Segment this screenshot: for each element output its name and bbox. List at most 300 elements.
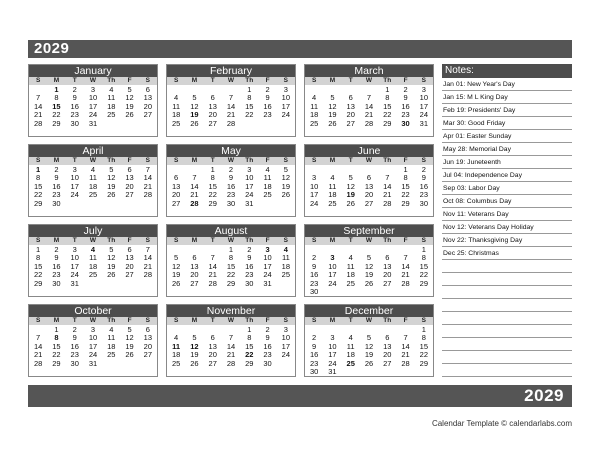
day-cell: 13 — [171, 181, 181, 191]
day-cell: 5 — [192, 93, 197, 103]
day-cell: 28 — [364, 118, 374, 128]
weekday-label: M — [329, 77, 336, 84]
weekday-label: S — [35, 77, 41, 84]
day-cell: 11 — [172, 101, 181, 111]
day-cell: 30 — [263, 358, 272, 368]
day-cell: 4 — [312, 93, 317, 103]
weekday-label: S — [145, 77, 151, 84]
day-cell: 7 — [210, 253, 215, 263]
day-grid — [167, 166, 295, 208]
day-cell: 21 — [226, 110, 236, 120]
day-cell: 6 — [385, 333, 390, 343]
day-cell: 19 — [125, 101, 134, 111]
day-cell: 12 — [281, 173, 291, 183]
weekday-label: F — [127, 157, 132, 164]
day-cell: 27 — [208, 118, 217, 128]
day-cell: 16 — [52, 181, 61, 191]
day-cell: 20 — [171, 190, 181, 200]
month-april — [28, 144, 158, 217]
day-cell: 28 — [190, 198, 199, 208]
day-cell: 29 — [419, 278, 429, 288]
day-cell: 26 — [190, 118, 199, 128]
weekday-label: Th — [107, 237, 116, 244]
day-cell: 25 — [88, 270, 98, 280]
weekday-label: F — [265, 237, 270, 244]
day-cell: 18 — [171, 110, 181, 120]
day-cell: 25 — [107, 350, 116, 360]
day-cell: 20 — [364, 190, 374, 200]
day-cell: 10 — [309, 181, 319, 191]
weekday-header — [29, 317, 157, 325]
day-cell: 9 — [72, 93, 77, 103]
day-cell: 17 — [70, 181, 79, 191]
day-cell: 30 — [419, 198, 429, 208]
weekday-label: Th — [107, 157, 116, 164]
weekday-label: S — [145, 157, 151, 164]
weekday-header — [305, 77, 433, 85]
day-cell: 28 — [33, 358, 43, 368]
day-cell: 28 — [33, 118, 43, 128]
day-cell: 2 — [54, 165, 59, 174]
day-cell: 16 — [309, 350, 319, 360]
day-cell: 3 — [330, 253, 335, 263]
day-cell: 8 — [36, 173, 41, 183]
day-cell: 21 — [383, 190, 392, 200]
weekday-label: S — [283, 237, 289, 244]
day-cell: 3 — [265, 245, 270, 254]
weekday-label: W — [365, 317, 373, 324]
weekday-label: W — [89, 237, 97, 244]
day-cell: 4 — [174, 93, 179, 103]
weekday-label: M — [53, 317, 60, 324]
day-cell: 10 — [419, 93, 429, 103]
day-cell: 9 — [247, 253, 252, 263]
weekday-label: S — [311, 157, 317, 164]
day-cell: 9 — [228, 173, 234, 183]
day-cell: 8 — [385, 93, 390, 103]
day-cell: 5 — [283, 165, 288, 174]
day-cell: 29 — [245, 358, 254, 368]
day-cell: 15 — [419, 261, 429, 271]
day-cell: 3 — [247, 165, 252, 174]
month-january — [28, 64, 158, 137]
day-cell: 6 — [174, 173, 179, 183]
note-row: Jan 15: M L King Day — [442, 91, 572, 104]
note-row: Sep 03: Labor Day — [442, 182, 572, 195]
weekday-label: S — [283, 77, 289, 84]
day-cell: 11 — [172, 341, 181, 351]
day-cell: 7 — [36, 93, 41, 103]
day-cell: 13 — [125, 173, 134, 183]
day-cell: 20 — [208, 350, 217, 360]
day-cell: 8 — [228, 253, 234, 263]
day-cell: 26 — [107, 270, 116, 280]
day-cell: 5 — [366, 333, 372, 343]
day-cell: 29 — [383, 118, 392, 128]
weekday-label: M — [53, 77, 60, 84]
day-cell: 16 — [419, 181, 429, 191]
day-cell: 20 — [383, 350, 392, 360]
day-cell: 28 — [208, 278, 217, 288]
weekday-label: T — [72, 317, 77, 324]
day-cell: 12 — [171, 261, 181, 271]
day-cell: 4 — [109, 325, 114, 334]
day-cell: 22 — [52, 350, 61, 360]
day-cell: 9 — [72, 333, 77, 343]
day-cell: 27 — [346, 118, 355, 128]
note-row — [442, 325, 572, 338]
day-cell: 8 — [421, 333, 426, 343]
weekday-label: Th — [383, 317, 392, 324]
weekday-label: M — [329, 317, 336, 324]
day-cell: 3 — [72, 165, 77, 174]
weekday-label: S — [173, 237, 179, 244]
weekday-label: T — [72, 77, 77, 84]
day-cell: 21 — [190, 190, 199, 200]
day-cell: 21 — [208, 270, 217, 280]
day-cell: 14 — [364, 101, 374, 111]
day-cell: 5 — [330, 93, 335, 103]
day-cell: 4 — [265, 165, 270, 174]
weekday-label: S — [35, 317, 41, 324]
weekday-label: S — [421, 157, 427, 164]
day-cell: 15 — [245, 101, 254, 111]
day-cell: 4 — [109, 85, 114, 94]
day-cell: 2 — [312, 333, 317, 343]
day-cell: 10 — [328, 341, 337, 351]
day-cell: 29 — [52, 118, 61, 128]
day-grid — [305, 166, 433, 208]
day-cell: 17 — [328, 350, 337, 360]
day-cell: 25 — [263, 190, 272, 200]
day-cell: 2 — [228, 165, 234, 174]
day-cell: 5 — [174, 253, 179, 263]
day-cell: 12 — [107, 173, 116, 183]
weekday-label: T — [72, 237, 77, 244]
day-cell: 14 — [143, 253, 153, 263]
weekday-header — [167, 317, 295, 325]
day-cell: 22 — [245, 110, 254, 120]
day-cell: 26 — [328, 118, 337, 128]
day-cell: 15 — [208, 181, 217, 191]
day-cell: 27 — [143, 350, 153, 360]
day-cell: 16 — [263, 341, 272, 351]
day-cell: 31 — [245, 198, 254, 208]
day-cell: 30 — [70, 358, 79, 368]
day-cell: 28 — [383, 198, 392, 208]
day-cell: 21 — [143, 181, 153, 191]
weekday-label: F — [265, 157, 270, 164]
day-cell: 26 — [107, 190, 116, 200]
day-cell: 7 — [145, 245, 150, 254]
day-cell: 12 — [190, 101, 199, 111]
day-cell: 27 — [364, 198, 374, 208]
weekday-label: T — [210, 237, 215, 244]
weekday-label: F — [403, 77, 408, 84]
day-cell: 25 — [171, 358, 181, 368]
month-title: December — [305, 305, 433, 317]
day-cell: 7 — [192, 173, 197, 183]
note-row: Nov 22: Thanksgiving Day — [442, 234, 572, 247]
weekday-label: S — [173, 77, 179, 84]
weekday-label: Th — [245, 77, 254, 84]
day-cell: 16 — [309, 270, 319, 280]
day-cell: 25 — [107, 110, 116, 120]
day-cell: 4 — [90, 165, 96, 174]
day-cell: 8 — [54, 333, 59, 343]
day-cell: 14 — [190, 181, 199, 191]
day-cell: 13 — [383, 261, 392, 271]
day-cell: 22 — [383, 110, 392, 120]
month-july — [28, 224, 158, 297]
day-cell: 25 — [346, 278, 355, 288]
month-november — [166, 304, 296, 377]
day-cell: 30 — [245, 278, 254, 288]
day-cell: 17 — [245, 181, 254, 191]
day-cell: 16 — [263, 101, 272, 111]
month-title: June — [305, 145, 433, 157]
day-cell: 8 — [54, 93, 59, 103]
day-cell: 19 — [171, 270, 181, 280]
day-grid — [305, 246, 433, 296]
day-cell: 16 — [226, 181, 236, 191]
month-september — [304, 224, 434, 297]
credit-text: Calendar Template © calendarlabs.com — [431, 419, 572, 428]
weekday-label: F — [403, 157, 408, 164]
day-cell: 14 — [208, 261, 217, 271]
day-cell: 18 — [107, 101, 116, 111]
day-cell: 27 — [125, 270, 134, 280]
day-cell: 26 — [364, 358, 374, 368]
day-cell: 6 — [127, 245, 132, 254]
day-cell: 19 — [190, 110, 199, 120]
day-cell: 6 — [385, 253, 390, 263]
day-cell: 11 — [281, 253, 290, 263]
day-cell: 24 — [328, 358, 337, 368]
day-cell: 28 — [226, 118, 236, 128]
day-cell: 21 — [364, 110, 374, 120]
weekday-label: F — [127, 77, 132, 84]
day-cell: 10 — [328, 261, 337, 271]
day-cell: 6 — [192, 253, 197, 263]
day-cell: 22 — [401, 190, 410, 200]
note-row — [442, 299, 572, 312]
day-cell: 18 — [309, 110, 319, 120]
day-cell: 19 — [107, 261, 116, 271]
day-cell: 11 — [89, 173, 97, 183]
day-cell: 25 — [309, 118, 319, 128]
day-cell: 28 — [143, 270, 153, 280]
weekday-label: S — [311, 237, 317, 244]
month-title: April — [29, 145, 157, 157]
weekday-label: Th — [107, 317, 116, 324]
weekday-header — [305, 157, 433, 165]
weekday-label: T — [72, 157, 77, 164]
day-cell: 15 — [401, 181, 410, 191]
weekday-label: M — [191, 237, 198, 244]
day-grid — [29, 166, 157, 208]
day-cell: 12 — [125, 333, 134, 343]
weekday-label: T — [348, 237, 353, 244]
day-cell: 19 — [281, 181, 291, 191]
day-cell: 1 — [247, 325, 252, 334]
weekday-label: W — [227, 237, 235, 244]
day-cell: 4 — [283, 245, 288, 254]
day-cell: 8 — [403, 173, 408, 183]
day-cell: 17 — [70, 261, 79, 271]
weekday-label: S — [173, 157, 179, 164]
day-cell: 1 — [36, 245, 41, 254]
day-cell: 10 — [281, 93, 291, 103]
weekday-label: T — [210, 157, 215, 164]
weekday-label: W — [227, 77, 235, 84]
weekday-label: M — [53, 157, 60, 164]
day-cell: 22 — [419, 350, 429, 360]
day-cell: 5 — [127, 85, 132, 94]
weekday-label: S — [35, 237, 41, 244]
day-cell: 2 — [265, 85, 270, 94]
day-cell: 19 — [364, 270, 374, 280]
day-cell: 31 — [328, 366, 337, 376]
month-title: March — [305, 65, 433, 77]
day-cell: 22 — [33, 190, 43, 200]
day-cell: 12 — [364, 261, 374, 271]
note-row — [442, 312, 572, 325]
weekday-label: S — [145, 237, 151, 244]
day-cell: 24 — [281, 110, 291, 120]
day-cell: 15 — [52, 341, 61, 351]
day-cell: 4 — [330, 173, 335, 183]
day-cell: 23 — [226, 190, 236, 200]
day-cell: 13 — [125, 253, 134, 263]
month-title: September — [305, 225, 433, 237]
day-cell: 29 — [401, 198, 410, 208]
day-cell: 1 — [228, 245, 234, 254]
weekday-label: T — [348, 317, 353, 324]
year-footer-bar — [28, 385, 572, 407]
day-cell: 3 — [72, 245, 77, 254]
day-cell: 7 — [36, 333, 41, 343]
weekday-label: W — [365, 237, 373, 244]
weekday-label: M — [191, 317, 198, 324]
day-cell: 22 — [226, 270, 236, 280]
day-cell: 13 — [143, 93, 153, 103]
month-title: May — [167, 145, 295, 157]
weekday-label: T — [210, 317, 215, 324]
day-cell: 4 — [348, 253, 353, 263]
day-cell: 5 — [127, 325, 132, 334]
day-cell: 10 — [245, 173, 254, 183]
day-cell: 13 — [383, 341, 392, 351]
weekday-label: F — [403, 317, 408, 324]
day-cell: 3 — [283, 325, 288, 334]
notes-list — [442, 78, 572, 377]
day-cell: 15 — [226, 261, 236, 271]
day-cell: 29 — [52, 358, 61, 368]
day-cell: 20 — [383, 270, 392, 280]
day-cell: 20 — [208, 110, 217, 120]
day-cell: 29 — [33, 198, 43, 208]
day-cell: 10 — [263, 253, 272, 263]
day-cell: 14 — [33, 341, 43, 351]
day-cell: 1 — [421, 245, 426, 254]
day-cell: 18 — [107, 341, 116, 351]
weekday-header — [167, 157, 295, 165]
day-grid — [29, 326, 157, 368]
weekday-label: S — [145, 317, 151, 324]
weekday-label: W — [89, 317, 97, 324]
day-cell: 15 — [52, 101, 61, 111]
day-cell: 26 — [346, 198, 355, 208]
weekday-label: T — [210, 77, 215, 84]
month-title: November — [167, 305, 295, 317]
note-row — [442, 338, 572, 351]
day-cell: 1 — [247, 85, 252, 94]
day-cell: 2 — [72, 85, 77, 94]
day-cell: 6 — [127, 165, 132, 174]
weekday-label: Th — [245, 317, 254, 324]
note-row: Jan 01: New Year's Day — [442, 78, 572, 91]
day-cell: 20 — [125, 181, 134, 191]
day-cell: 2 — [247, 245, 252, 254]
day-cell: 18 — [328, 190, 337, 200]
day-cell: 1 — [54, 325, 59, 334]
day-cell: 23 — [263, 110, 272, 120]
day-cell: 4 — [348, 333, 353, 343]
day-cell: 19 — [328, 110, 337, 120]
month-title: October — [29, 305, 157, 317]
day-cell: 29 — [226, 278, 236, 288]
day-cell: 5 — [109, 165, 114, 174]
note-row: Feb 19: Presidents' Day — [442, 104, 572, 117]
day-cell: 9 — [312, 341, 317, 351]
weekday-label: Th — [383, 77, 392, 84]
day-cell: 15 — [245, 341, 254, 351]
day-cell: 1 — [36, 165, 41, 174]
month-may — [166, 144, 296, 217]
day-cell: 17 — [88, 341, 98, 351]
day-cell: 23 — [309, 278, 319, 288]
day-cell: 24 — [419, 110, 429, 120]
day-cell: 14 — [226, 101, 236, 111]
day-cell: 19 — [190, 350, 199, 360]
day-cell: 15 — [33, 181, 43, 191]
weekday-header — [29, 157, 157, 165]
day-cell: 17 — [309, 190, 319, 200]
day-cell: 11 — [107, 93, 116, 103]
day-cell: 28 — [226, 358, 236, 368]
day-cell: 26 — [281, 190, 291, 200]
day-cell: 1 — [403, 165, 408, 174]
day-cell: 14 — [383, 181, 392, 191]
day-cell: 7 — [403, 253, 408, 263]
day-cell: 11 — [310, 101, 319, 111]
weekday-label: F — [265, 317, 270, 324]
weekday-label: Th — [107, 77, 116, 84]
weekday-label: W — [227, 157, 235, 164]
day-cell: 12 — [328, 101, 337, 111]
day-cell: 18 — [346, 350, 355, 360]
day-cell: 27 — [190, 278, 199, 288]
day-cell: 25 — [328, 198, 337, 208]
day-cell: 18 — [263, 181, 272, 191]
day-cell: 14 — [226, 341, 236, 351]
note-row: Nov 12: Veterans Day Holiday — [442, 221, 572, 234]
day-cell: 8 — [247, 333, 252, 343]
day-cell: 15 — [383, 101, 392, 111]
weekday-label: M — [191, 77, 198, 84]
day-cell: 27 — [383, 358, 392, 368]
